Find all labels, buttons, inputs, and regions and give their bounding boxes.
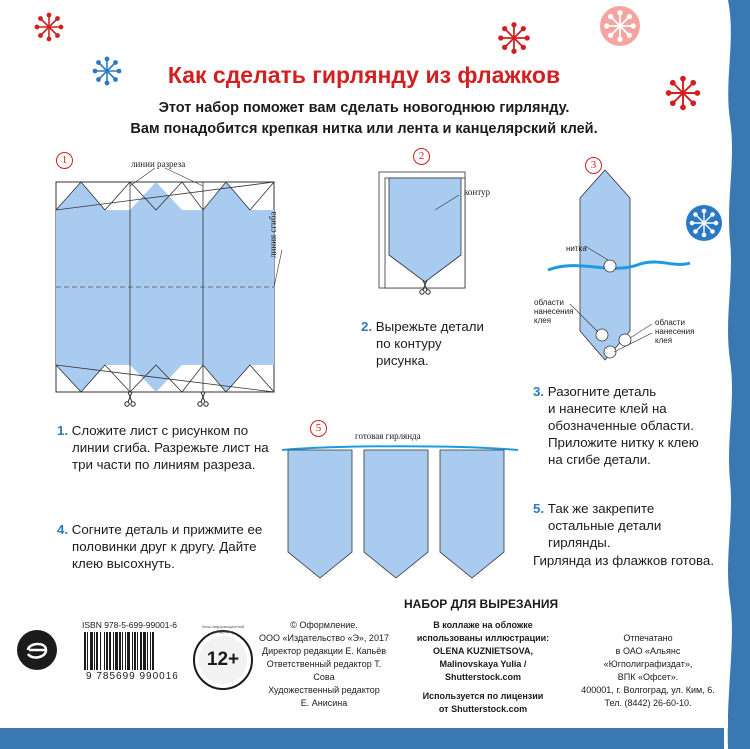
snowflake-icon bbox=[35, 13, 62, 40]
barcode-bar bbox=[132, 632, 133, 670]
barcode-bar bbox=[150, 632, 151, 670]
step-2-line-3: рисунка. bbox=[376, 353, 429, 368]
credits-line-3: Директор редакции Е. Капьёв bbox=[261, 646, 387, 656]
barcode-bar bbox=[125, 632, 126, 670]
illustrations-line-2: использованы иллюстрации: bbox=[416, 633, 550, 643]
glue-right-line-2: нанесения bbox=[655, 327, 695, 336]
contour-label: контур bbox=[464, 187, 491, 197]
credits-line-5: Художественный редактор bbox=[268, 685, 380, 695]
step-3-text bbox=[533, 383, 699, 468]
intro-text bbox=[0, 98, 728, 140]
glue-left-line-2: нанесения bbox=[534, 307, 574, 316]
barcode-bar bbox=[140, 632, 142, 670]
snowflake-icon bbox=[499, 23, 529, 53]
step-4-line-2: половинки друг к другу. Дайте bbox=[72, 539, 257, 554]
credits-line-6: Е. Анисина bbox=[300, 698, 348, 708]
step-3-line-4: Приложите нитку к клею bbox=[548, 435, 699, 450]
cutting-diagram bbox=[50, 160, 300, 410]
credits-line-2: ООО «Издательство «Э», 2017 bbox=[259, 633, 389, 643]
step-2-text bbox=[361, 318, 484, 369]
printing-line-5: 400001, г. Волгоград, ул. Ким, 6. bbox=[581, 685, 715, 695]
fold-line-label: линия сгиба bbox=[268, 211, 278, 258]
barcode-bar bbox=[90, 632, 93, 670]
barcode bbox=[82, 632, 180, 672]
barcode-bar bbox=[137, 632, 138, 670]
illustrations-line-7: от Shutterstock.com bbox=[438, 704, 528, 714]
illustrations-column bbox=[408, 619, 558, 716]
barcode-bar bbox=[96, 632, 98, 670]
step-5-text bbox=[533, 500, 661, 551]
step-2-line-2: по контуру bbox=[376, 336, 442, 351]
barcode-bar bbox=[87, 632, 88, 670]
diagram-number-1: 1 bbox=[56, 152, 73, 169]
step-2-line-1: Вырежьте детали bbox=[375, 319, 484, 334]
age-rating-value: 12+ bbox=[206, 649, 240, 670]
illustrations-line-5: Shutterstock.com bbox=[444, 672, 522, 682]
step-4-text bbox=[57, 521, 262, 572]
step-3-line-1: Разогните деталь bbox=[547, 384, 657, 399]
printing-column bbox=[578, 632, 718, 710]
publisher-logo-icon bbox=[15, 628, 59, 672]
barcode-bar bbox=[113, 632, 114, 670]
illustrations-line-4: Malinovskaya Yulia / bbox=[439, 659, 527, 669]
isbn-text: ISBN 978-5-699-99001-6 bbox=[82, 620, 177, 630]
illustrations-line-6: Используется по лицензии bbox=[422, 691, 544, 701]
scissors-icon bbox=[125, 392, 135, 406]
step-5-line-3: гирлянды. bbox=[548, 535, 611, 550]
barcode-bar bbox=[134, 632, 136, 670]
barcode-bar bbox=[127, 632, 130, 670]
kit-label: НАБОР ДЛЯ ВЫРЕЗАНИЯ bbox=[404, 597, 559, 611]
printing-line-2: в ОАО «Альянс bbox=[615, 646, 681, 656]
printing-line-4: ВПК «Офсет». bbox=[617, 672, 679, 682]
glue-left-line-1: области bbox=[534, 298, 564, 307]
step-1-text bbox=[57, 422, 269, 473]
diagram-number-2: 2 bbox=[413, 148, 430, 165]
barcode-bar bbox=[115, 632, 118, 670]
cut-lines-label: линии разреза bbox=[131, 159, 186, 169]
illustrations-line-1: В коллаже на обложке bbox=[433, 620, 533, 630]
step-5-line-1: Так же закрепите bbox=[547, 501, 655, 516]
step-3-line-2: и нанесите клей на bbox=[548, 401, 667, 416]
credits-line-1: © Оформление. bbox=[290, 620, 358, 630]
glue-area-label-left bbox=[534, 298, 573, 325]
done-text: Гирлянда из флажков готова. bbox=[533, 553, 715, 568]
step-1-line-3: три части по линиям разреза. bbox=[72, 457, 256, 472]
credits-line-4: Ответственный редактор Т. Сова bbox=[266, 659, 382, 682]
barcode-bar bbox=[147, 632, 148, 670]
glue-area-label-right bbox=[655, 318, 694, 345]
intro-line-2: Вам понадобится крепкая нитка или лента и канцелярский клей. bbox=[130, 121, 598, 137]
step-2-number: 2. bbox=[361, 319, 373, 334]
barcode-bar bbox=[106, 632, 108, 670]
step-4-number: 4. bbox=[57, 522, 69, 537]
step-3-number: 3. bbox=[533, 384, 545, 399]
barcode-digits: 9 785699 990016 bbox=[86, 671, 179, 682]
printing-line-6: Тел. (8442) 26-60-10. bbox=[604, 698, 692, 708]
barcode-bar bbox=[109, 632, 111, 670]
age-rating-ring-text: Знак информационной продукции bbox=[201, 624, 245, 634]
step-1-line-1: Сложите лист с рисунком по bbox=[71, 423, 249, 438]
barcode-bar bbox=[119, 632, 121, 670]
thread-label: нитка bbox=[566, 244, 587, 253]
glue-diagram bbox=[540, 168, 720, 378]
printing-line-3: «Югполиграфиздат», bbox=[603, 659, 693, 669]
diagram-number-3: 3 bbox=[585, 157, 602, 174]
barcode-bar bbox=[143, 632, 146, 670]
barcode-bar bbox=[94, 632, 95, 670]
garland-diagram bbox=[280, 440, 520, 590]
step-3-line-3: обозначенные области. bbox=[548, 418, 694, 433]
step-3-line-5: на сгибе детали. bbox=[548, 452, 651, 467]
step-4-line-3: клею высохнуть. bbox=[72, 556, 175, 571]
step-4-line-1: Согните деталь и прижмите ее bbox=[71, 522, 263, 537]
step-1-line-2: линии сгиба. Разрежьте лист на bbox=[72, 440, 269, 455]
glue-left-line-3: клея bbox=[534, 316, 552, 325]
age-rating-badge bbox=[193, 624, 253, 690]
step-5-number: 5. bbox=[533, 501, 545, 516]
scissors-icon bbox=[198, 392, 208, 406]
credits-column bbox=[258, 619, 390, 710]
barcode-bar bbox=[84, 632, 86, 670]
barcode-bar bbox=[152, 632, 154, 670]
step-5-line-2: остальные детали bbox=[548, 518, 662, 533]
intro-line-1: Этот набор поможет вам сделать новогоднюю гирлянду. bbox=[158, 100, 570, 116]
page-title: Как сделать гирлянду из флажков bbox=[167, 62, 561, 88]
barcode-bar bbox=[122, 632, 123, 670]
finished-garland-label: готовая гирлянда bbox=[355, 431, 421, 441]
diagram-number-5: 5 bbox=[310, 420, 327, 437]
barcode-bar bbox=[100, 632, 101, 670]
illustrations-line-3: OLENA KUZNIETSOVA, bbox=[432, 646, 533, 656]
barcode-bar bbox=[104, 632, 105, 670]
glue-right-line-1: области bbox=[655, 318, 685, 327]
glue-right-line-3: клея bbox=[655, 336, 673, 345]
step-1-number: 1. bbox=[57, 423, 69, 438]
printing-line-1: Отпечатано bbox=[623, 633, 673, 643]
